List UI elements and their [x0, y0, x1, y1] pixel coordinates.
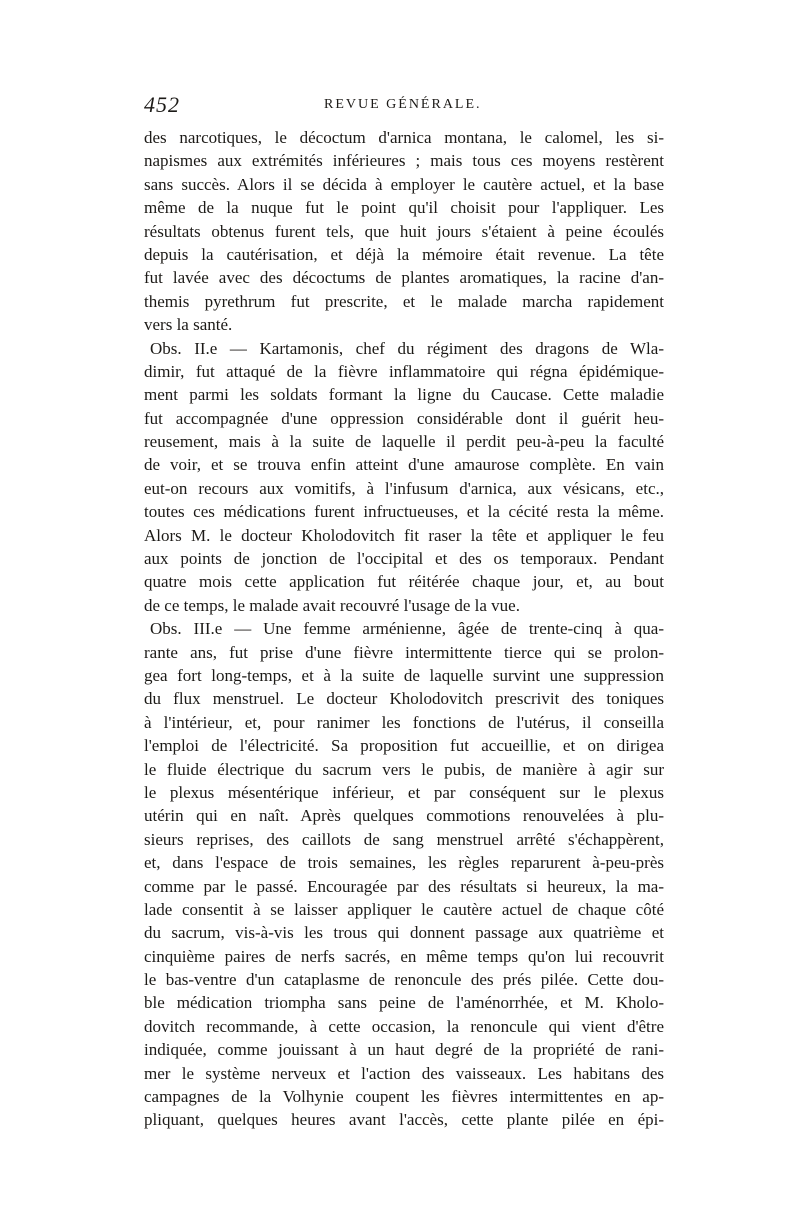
text-line: themis pyrethrum fut prescrite, et le malade marcha rapidement [144, 291, 664, 311]
text-line: de voir, et se trouva enfin atteint d'une amaurose complète. En vain [144, 455, 664, 475]
text-line: sieurs reprises, des caillots de sang menstruel arrêté s'échappèrent, [144, 829, 664, 849]
text-line: du sacrum, vis-à-vis les trous qui donnent passage aux quatrième et [144, 923, 664, 943]
text-line: sans succès. Alors il se décida à employer le cautère actuel, et la base [144, 174, 664, 194]
text-line: toutes ces médications furent infructueuses, et la cécité resta la même. [144, 502, 664, 522]
text-line: Alors M. le docteur Kholodovitch fit raser la tête et appliquer le feu [144, 525, 664, 545]
text-line: lade consentit à se laisser appliquer le cautère actuel de chaque côté [144, 899, 664, 919]
text-line: gea fort long-temps, et à la suite de laquelle survint une suppression [144, 665, 664, 685]
text-line: dimir, fut attaqué de la fièvre inflammatoire qui régna épidémique- [144, 361, 664, 381]
text-line: le bas-ventre d'un cataplasme de renoncule des prés pilée. Cette dou- [144, 970, 664, 990]
text-line: cinquième paires de nerfs sacrés, en même temps qu'on lui recouvrit [144, 946, 664, 966]
page-number: 452 [144, 92, 180, 117]
text-line: aux points de jonction de l'occipital et des os temporaux. Pendant [144, 549, 664, 569]
text-line: campagnes de la Volhynie coupent les fièvres intermittentes en ap- [144, 1087, 664, 1107]
text-line: pliquant, quelques heures avant l'accès, cette plante pilée en épi- [144, 1110, 664, 1130]
text-line: fut lavée avec des décoctums de plantes aromatiques, la racine d'an- [144, 268, 664, 288]
text-line: napismes aux extrémités inférieures ; mais tous ces moyens restèrent [144, 151, 664, 171]
text-line: à l'intérieur, et, pour ranimer les fonctions de l'utérus, il conseilla [144, 712, 664, 732]
text-line: comme par le passé. Encouragée par des résultats si heureux, la ma- [144, 876, 664, 896]
text-line: rante ans, fut prise d'une fièvre intermittente tierce qui se prolon- [144, 642, 664, 662]
text-line: fut accompagnée d'une oppression considérable dont il guérit heu- [144, 408, 664, 428]
text-line: résultats obtenus furent tels, que huit jours s'étaient à peine écoulés [144, 221, 664, 241]
text-line: eut-on recours aux vomitifs, à l'infusum d'arnica, aux vésicans, etc., [144, 478, 664, 498]
text-line: ble médication triompha sans peine de l'aménorrhée, et M. Kholo- [144, 993, 664, 1013]
text-line: et, dans l'espace de trois semaines, les règles reparurent à-peu-près [144, 853, 664, 873]
text-line: quatre mois cette application fut réitérée chaque jour, et, au bout [144, 572, 664, 592]
text-line: dovitch recommande, à cette occasion, la renoncule qui vient d'être [144, 1016, 664, 1036]
text-line: ment parmi les soldats formant la ligne du Caucase. Cette maladie [144, 385, 664, 405]
text-line: du flux menstruel. Le docteur Kholodovitch prescrivit des toniques [144, 689, 664, 709]
text-line: Obs. II.e — Kartamonis, chef du régiment des dragons de Wla- [150, 338, 664, 358]
text-line: l'emploi de l'électricité. Sa proposition fut accueillie, et on dirigea [144, 736, 664, 756]
text-line: de ce temps, le malade avait recouvré l'usage de la vue. [144, 595, 520, 615]
text-line: reusement, mais à la suite de laquelle il perdit peu-à-peu la faculté [144, 432, 664, 452]
text-line: depuis la cautérisation, et déjà la mémoire était revenue. La tête [144, 244, 664, 264]
body-text [144, 126, 664, 1132]
text-line: mer le système nerveux et l'action des vaisseaux. Les habitans des [144, 1063, 664, 1083]
text-line: Obs. III.e — Une femme arménienne, âgée de trente-cinq à qua- [150, 619, 664, 639]
text-line: indiquée, comme jouissant à un haut degré de la propriété de rani- [144, 1040, 664, 1060]
running-title: REVUE GÉNÉRALE. [324, 97, 482, 112]
text-line: même de la nuque fut le point qu'il choisit pour l'appliquer. Les [144, 198, 664, 218]
text-line: vers la santé. [144, 315, 233, 335]
text-line: le plexus mésentérique inférieur, et par conséquent sur le plexus [144, 782, 664, 802]
text-line: utérin qui en naît. Après quelques commotions renouvelées à plu- [144, 806, 664, 826]
page-header [144, 92, 664, 120]
text-line: le fluide électrique du sacrum vers le pubis, de manière à agir sur [144, 759, 664, 779]
text-line: des narcotiques, le décoctum d'arnica montana, le calomel, les si- [144, 128, 664, 147]
